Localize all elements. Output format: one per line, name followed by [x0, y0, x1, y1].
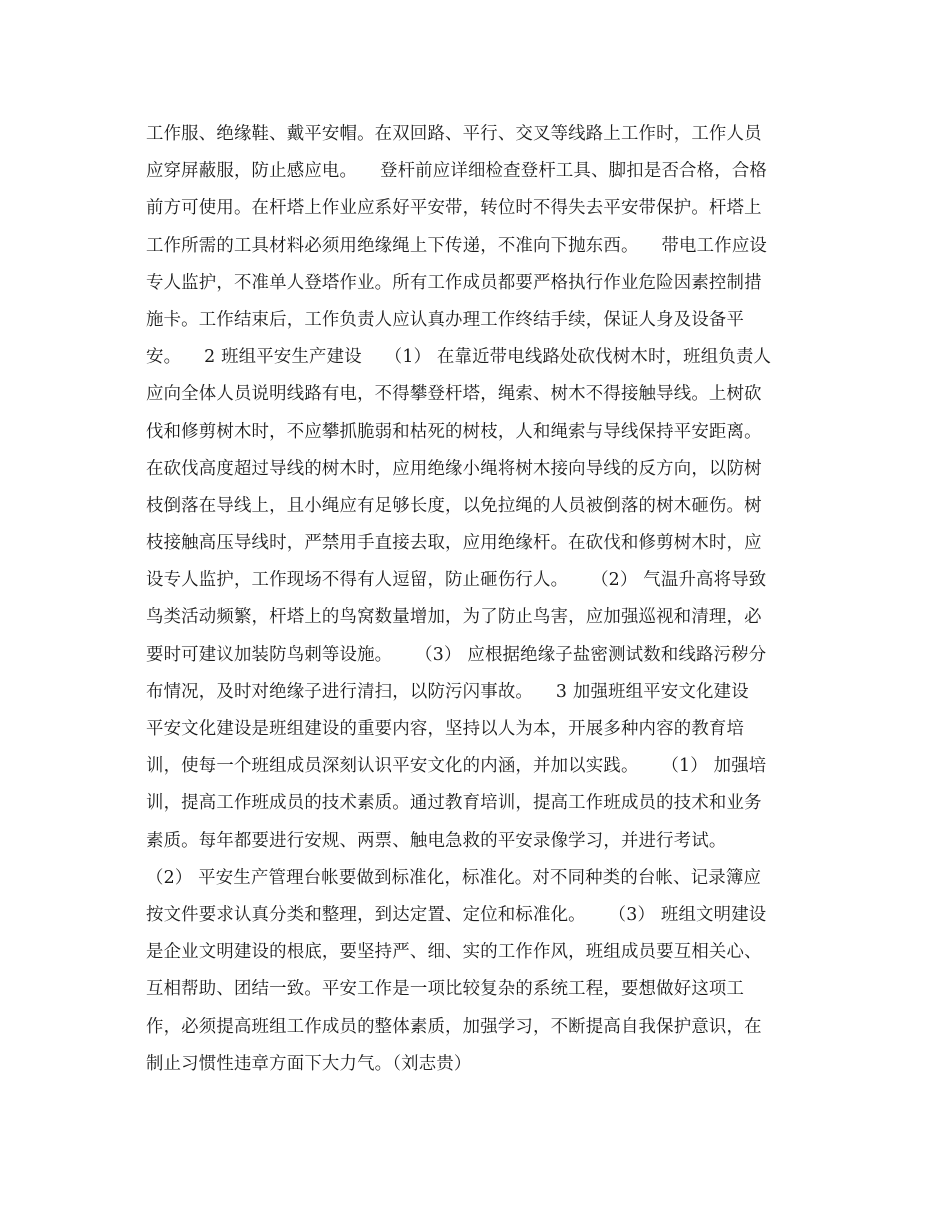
text-line: 工作服、绝缘鞋、戴平安帽。在双回路、平行、交叉等线路上工作时，工作人员 — [146, 124, 762, 144]
text-line: 鸟类活动频繁，杆塔上的鸟窝数量增加，为了防止鸟害，应加强巡视和清理，必 — [146, 607, 762, 628]
text-line: 训，使每一个班组成员深刻认识平安文化的内涵，并加以实践。 （1） 加强培 — [146, 756, 767, 777]
text-line: 设专人监护，工作现场不得有人逗留，防止砸伤行人。 （2） 气温升高将导致 — [146, 570, 767, 591]
text-line: 枝接触高压导线时，严禁用手直接去取，应用绝缘杆。在砍伐和修剪树木时，应 — [146, 533, 762, 554]
text-line: 训，提高工作班成员的技术素质。通过教育培训，提高工作班成员的技术和业务 — [146, 793, 762, 814]
text-line: 在砍伐高度超过导线的树木时，应用绝缘小绳将树木接向导线的反方向，以防树 — [146, 458, 762, 479]
text-line: 是企业文明建设的根底，要坚持严、细、实的工作作风，班组成员要互相关心、 — [146, 942, 762, 963]
body-text — [146, 116, 826, 1083]
text-line: 要时可建议加装防鸟刺等设施。 （3） 应根据绝缘子盐密测试数和线路污秽分 — [146, 644, 767, 665]
text-line: 作，必须提高班组工作成员的整体素质，加强学习，不断提高自我保护意识，在 — [146, 1016, 762, 1037]
text-line: 专人监护，不准单人登塔作业。所有工作成员都要严格执行作业危险因素控制措 — [146, 272, 762, 293]
text-line: 施卡。工作结束后，工作负责人应认真办理工作终结手续，保证人身及设备平 — [146, 309, 745, 330]
text-line: 按文件要求认真分类和整理，到达定置、定位和标准化。 （3） 班组文明建设 — [146, 904, 767, 925]
text-line: 伐和修剪树木时，不应攀抓脆弱和枯死的树枝，人和绳索与导线保持平安距离。 — [146, 421, 762, 442]
text-line: 前方可使用。在杆塔上作业应系好平安带，转位时不得失去平安带保护。杆塔上 — [146, 198, 762, 219]
text-line: 应向全体人员说明线路有电，不得攀登杆塔，绳索、树木不得接触导线。上树砍 — [146, 384, 762, 405]
text-line: 制止习惯性违章方面下大力气。（刘志贵） — [146, 1053, 472, 1074]
text-line: 互相帮助、团结一致。平安工作是一项比较复杂的系统工程，要想做好这项工 — [146, 979, 745, 1000]
text-line: 应穿屏蔽服，防止感应电。 登杆前应详细检查登杆工具、脚扣是否合格，合格 — [146, 161, 767, 182]
text-line: 枝倒落在导线上，且小绳应有足够长度，以免拉绳的人员被倒落的树木砸伤。树 — [146, 495, 762, 516]
text-line: （2） 平安生产管理台帐要做到标准化，标准化。对不同种类的台帐、记录簿应 — [146, 867, 762, 888]
text-line: 安。 2 班组平安生产建设 （1） 在靠近带电线路处砍伐树木时，班组负责人 — [146, 347, 772, 368]
text-line: 工作所需的工具材料必须用绝缘绳上下传递，不准向下抛东西。 带电工作应设 — [146, 235, 767, 256]
text-line: 布情况，及时对绝缘子进行清扫，以防污闪事故。 3 加强班组平安文化建设 — [146, 681, 749, 702]
text-line: 素质。每年都要进行安规、两票、触电急救的平安录像学习，并进行考试。 — [146, 830, 727, 851]
text-line: 平安文化建设是班组建设的重要内容，坚持以人为本，开展多种内容的教育培 — [146, 719, 745, 739]
